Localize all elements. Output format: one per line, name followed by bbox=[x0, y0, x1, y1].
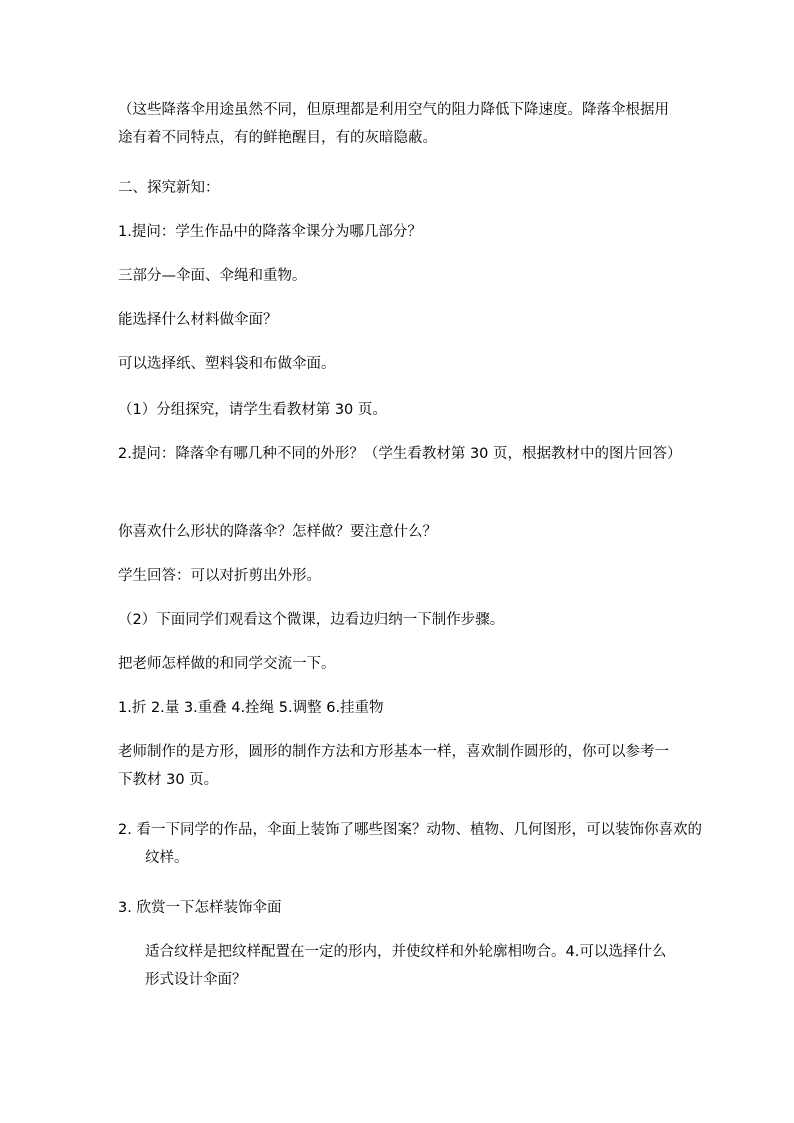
paragraph-decoration-patterns: 2. 看一下同学的作品，伞面上装饰了哪些图案？动物、植物、几何图形，可以装饰你喜欢的纹样。 bbox=[118, 822, 702, 866]
section-heading-explore: 二、探究新知： bbox=[118, 180, 220, 196]
paragraph-appreciate-decoration: 3. 欣赏一下怎样装饰伞面 bbox=[118, 900, 282, 916]
paragraph-group-explore: （1）分组探究，请学生看教材第 30 页。 bbox=[118, 402, 387, 418]
paragraph-teacher-square: 老师制作的是方形，圆形的制作方法和方形基本一样，喜欢制作圆形的，你可以参考一下教材 30 页。 bbox=[118, 744, 669, 788]
paragraph-material-question: 能选择什么材料做伞面？ bbox=[118, 312, 278, 328]
paragraph-share: 把老师怎样做的和同学交流一下。 bbox=[118, 656, 336, 672]
paragraph-question-parts: 1.提问：学生作品中的降落伞课分为哪几部分？ bbox=[118, 224, 422, 240]
paragraph-student-answer: 学生回答：可以对折剪出外形。 bbox=[118, 568, 321, 584]
paragraph-material-answer: 可以选择纸、塑料袋和布做伞面。 bbox=[118, 356, 336, 372]
paragraph-micro-lesson: （2）下面同学们观看这个微课，边看边归纳一下制作步骤。 bbox=[118, 612, 505, 628]
paragraph-steps: 1.折 2.量 3.重叠 4.拴绳 5.调整 6.挂重物 bbox=[118, 700, 384, 716]
paragraph-shape-question: 2.提问：降落伞有哪几种不同的外形？（学生看教材第 30 页，根据教材中的图片回答） bbox=[118, 446, 682, 462]
paragraph-three-parts: 三部分—伞面、伞绳和重物。 bbox=[118, 268, 307, 284]
paragraph-suitable-pattern: 适合纹样是把纹样配置在一定的形内，并使纹样和外轮廓相吻合。4.可以选择什么形式设计伞面？ bbox=[145, 944, 667, 988]
paragraph-favorite-shape: 你喜欢什么形状的降落伞？怎样做？要注意什么？ bbox=[118, 524, 437, 540]
paragraph-parachute-principle: （这些降落伞用途虽然不同，但原理都是利用空气的阻力降低下降速度。降落伞根据用途有着不同特点，有的鲜艳醒目，有的灰暗隐蔽。 bbox=[118, 102, 669, 146]
